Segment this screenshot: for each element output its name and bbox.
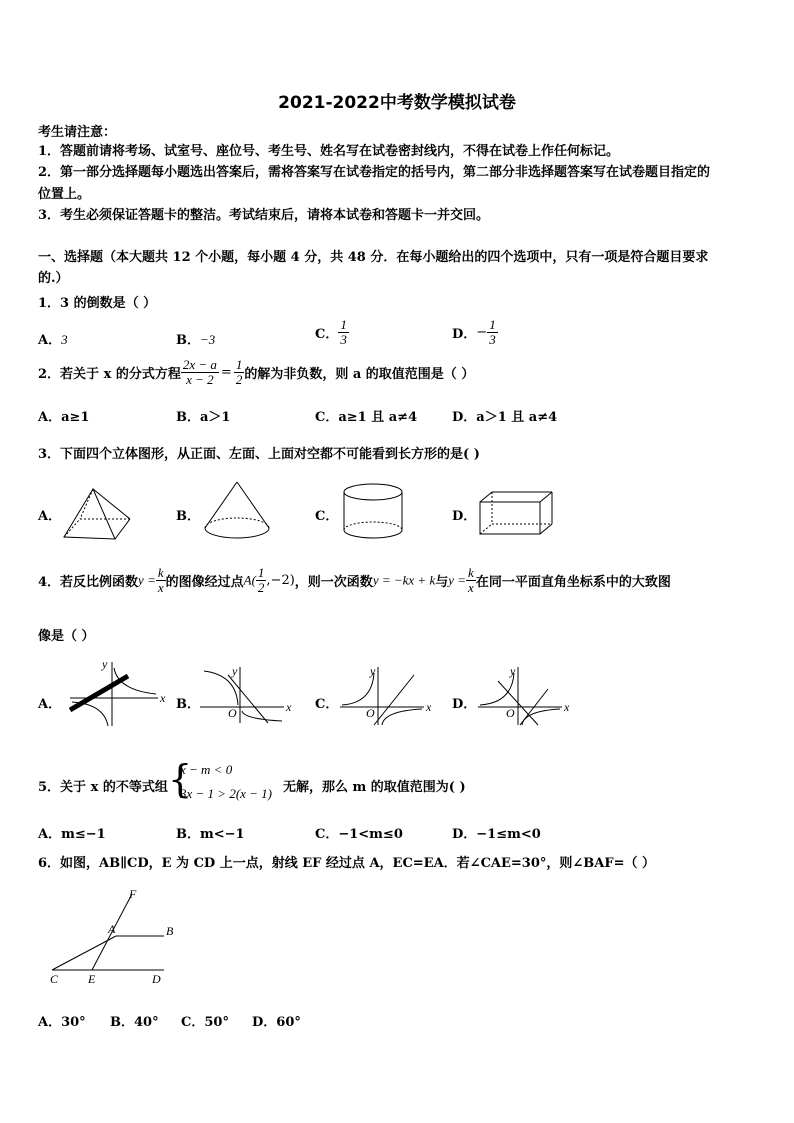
point-label-a: A xyxy=(108,922,116,936)
option-text: −3 xyxy=(200,332,216,347)
option-label: D． xyxy=(452,327,477,342)
q5-option-b: B．m<−1 xyxy=(176,827,245,842)
q6-geometry-figure xyxy=(44,884,184,989)
section-heading: 一、选择题（本大题共 12 个小题，每小题 4 分，共 48 分．在每小题给出的四个选项中，只有一项是符合题目要求 xyxy=(38,250,709,265)
notice-heading: 考生请注意： xyxy=(38,125,117,140)
q4-text: 4．若反比例函数 xyxy=(38,575,139,590)
q4-text: 的图像经过点 xyxy=(165,575,244,590)
point-label-b: B xyxy=(166,924,174,938)
point-label-d: D xyxy=(152,972,161,986)
q6-option-a: A．30° xyxy=(38,1015,86,1030)
pyramid-figure xyxy=(60,487,135,543)
fraction xyxy=(156,566,166,595)
q6-option-b: B．40° xyxy=(110,1015,159,1030)
q2-option-d: D．a＞1 且 a≠4 xyxy=(452,410,558,425)
cylinder-figure xyxy=(342,482,404,542)
q3-label-a: A． xyxy=(38,509,62,524)
cone-figure xyxy=(202,480,272,542)
q5-option-d: D．−1≤m<0 xyxy=(452,827,541,842)
q3-label-b: B． xyxy=(176,509,200,524)
equals-sign: = xyxy=(220,365,232,380)
q4-label-d: D． xyxy=(452,697,477,712)
q4-stem xyxy=(38,566,671,595)
math-point: A( xyxy=(243,572,256,588)
frac-den: 3 xyxy=(489,332,496,347)
q4-text: 在同一平面直角坐标系中的大致图 xyxy=(475,575,671,590)
axis-y-label: y xyxy=(232,664,238,678)
fraction xyxy=(256,566,267,595)
q4-graph-d xyxy=(476,665,571,727)
option-label: A． xyxy=(38,333,62,348)
notice-line: 1．答题前请将考场、试室号、座位号、考生号、姓名写在试卷密封线内，不得在试卷上作任何标记。 xyxy=(38,144,620,159)
frac-num: 2x − a xyxy=(182,357,217,372)
q2-option-a: A．a≥1 xyxy=(38,410,90,425)
notice-line: 3．考生必须保证答题卡的整洁。考试结束后，请将本试卷和答题卡一并交回。 xyxy=(38,208,490,223)
q2-suffix: 的解为非负数，则 a 的取值范围是（ ） xyxy=(244,367,475,382)
q3-label-c: C． xyxy=(315,509,339,524)
fraction xyxy=(466,566,476,595)
math-point-rest: ,−2) xyxy=(266,573,295,588)
q4-label-b: B． xyxy=(176,697,200,712)
page-title: 2021-2022中考数学模拟试卷 xyxy=(278,93,516,113)
section-heading-cont: 的.） xyxy=(38,271,69,286)
minus-sign: − xyxy=(476,325,488,340)
axis-y-label: y xyxy=(370,664,376,678)
frac-num: 1 xyxy=(235,357,243,372)
frac-den: x xyxy=(468,580,474,595)
frac-num: k xyxy=(157,565,164,580)
fraction xyxy=(338,318,349,347)
q5-prefix: 5．关于 x 的不等式组 xyxy=(38,780,168,795)
q5-option-a: A．m≤−1 xyxy=(38,827,106,842)
math-linear: y = −kx + k xyxy=(372,572,436,588)
axis-x-label: x xyxy=(564,700,570,714)
q1-option-d xyxy=(452,318,498,347)
cuboid-figure xyxy=(478,490,554,536)
q6-option-c: C．50° xyxy=(181,1015,229,1030)
q2-option-c: C．a≥1 且 a≠4 xyxy=(315,410,418,425)
q6-stem: 6．如图，AB∥CD，E 为 CD 上一点，射线 EF 经过点 A，EC=EA．若∠CAE=30°，则∠BAF=（ ） xyxy=(38,856,656,871)
axis-y-label: y xyxy=(102,657,108,671)
q2-prefix: 2．若关于 x 的分式方程 xyxy=(38,367,181,382)
fraction xyxy=(487,318,498,347)
q1-stem: 1．3 的倒数是（ ） xyxy=(38,296,157,311)
q5-option-c: C．−1<m≤0 xyxy=(315,827,403,842)
q4-text: ，则一次函数 xyxy=(294,575,373,590)
q1-option-c xyxy=(315,318,349,347)
q3-label-d: D． xyxy=(452,509,477,524)
math-y: y = xyxy=(138,572,156,588)
q5-suffix: 无解，那么 m 的取值范围为( ) xyxy=(283,780,466,795)
frac-den: x xyxy=(157,580,164,595)
origin-label: O xyxy=(228,706,237,720)
frac-num: 1 xyxy=(257,565,265,580)
fraction xyxy=(181,358,219,387)
fraction xyxy=(234,358,245,387)
q4-graph-a xyxy=(66,657,166,730)
axis-x-label: x xyxy=(160,691,166,705)
q2-option-b: B．a＞1 xyxy=(176,410,231,425)
axis-y-label: y xyxy=(510,664,516,678)
q4-stem-cont: 像是（ ） xyxy=(38,629,95,644)
q5-inequality-2: 3x − 1 > 2(x − 1) xyxy=(180,786,273,801)
notice-line: 2．第一部分选择题每小题选出答案后，需将答案写在试卷指定的括号内，第二部分非选择题答案写在试卷题目指定的 xyxy=(38,165,711,180)
frac-den: x − 2 xyxy=(186,372,214,387)
origin-label: O xyxy=(366,706,375,720)
point-label-f: F xyxy=(129,887,137,901)
axis-x-label: x xyxy=(426,700,432,714)
q4-graph-b xyxy=(198,665,293,723)
notice-line: 位置上。 xyxy=(38,187,91,202)
origin-label: O xyxy=(506,706,515,720)
frac-den: 3 xyxy=(340,332,347,347)
q4-label-a: A． xyxy=(38,697,62,712)
q2-stem xyxy=(38,358,474,387)
option-label: B． xyxy=(176,333,200,348)
q6-option-d: D．60° xyxy=(252,1015,301,1030)
frac-den: 2 xyxy=(257,580,265,595)
frac-num: k xyxy=(468,565,474,580)
frac-num: 1 xyxy=(489,317,496,332)
brace-symbol: { xyxy=(168,757,193,801)
q5-inequality-1: x − m < 0 xyxy=(180,762,233,777)
frac-den: 2 xyxy=(235,372,243,387)
point-label-e: E xyxy=(88,972,96,986)
frac-num: 1 xyxy=(340,317,347,332)
math-y: y = xyxy=(448,572,467,588)
option-label: C． xyxy=(315,327,339,342)
axis-x-label: x xyxy=(286,700,292,714)
q4-text: 与 xyxy=(435,575,449,590)
option-text: 3 xyxy=(61,332,68,347)
q4-graph-c xyxy=(338,665,433,727)
q1-option-b xyxy=(176,329,215,348)
q4-label-c: C． xyxy=(315,697,339,712)
q1-option-a xyxy=(38,329,68,348)
q3-stem: 3．下面四个立体图形，从正面、左面、上面对空都不可能看到长方形的是( ) xyxy=(38,447,480,462)
point-label-c: C xyxy=(50,972,59,986)
